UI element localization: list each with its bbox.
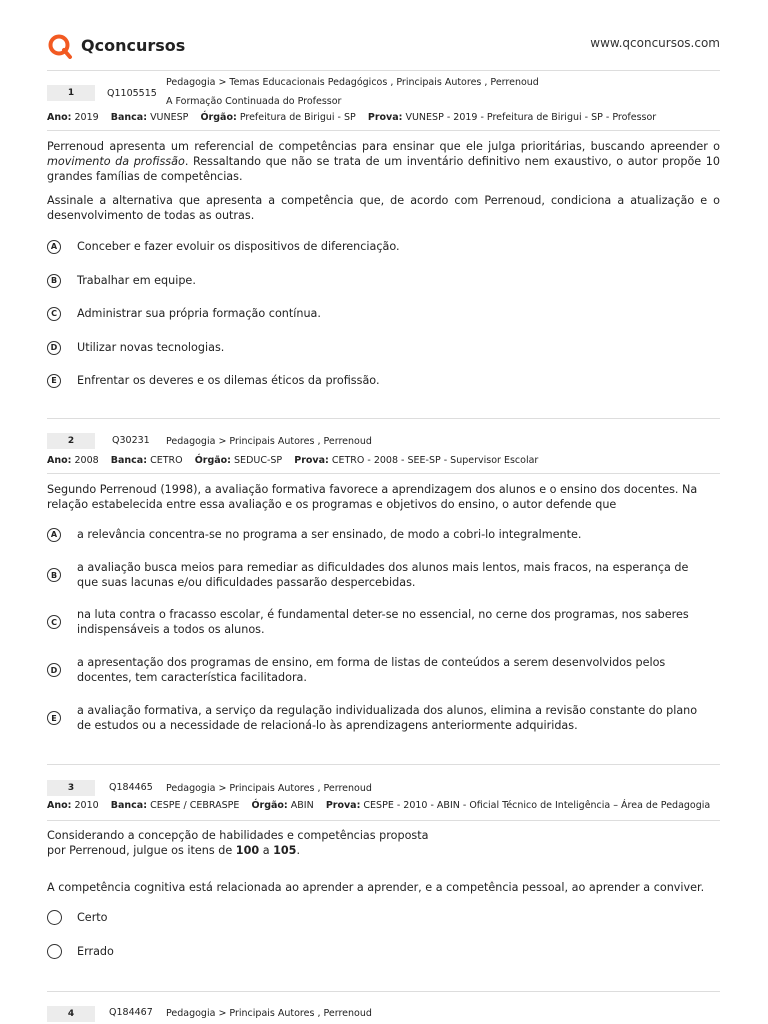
option-letter-d[interactable]: D — [47, 341, 61, 355]
question-number: 1 — [47, 85, 95, 101]
option-text: na luta contra o fracasso escolar, é fundamental deter-se no essencial, no cerne dos programas, nos saberes indispensáveis a todos os alunos. — [77, 608, 689, 636]
question-number: 2 — [47, 433, 95, 449]
logo-text: Qconcursos — [81, 35, 186, 55]
question-subject-path: Pedagogia > Temas Educacionais Pedagógicos , Principais Autores , Perrenoud — [166, 77, 539, 88]
option-a[interactable] — [47, 527, 720, 542]
option-b[interactable] — [47, 560, 720, 590]
divider — [47, 764, 720, 765]
option-text: Errado — [77, 945, 114, 958]
question-number: 4 — [47, 1006, 95, 1022]
option-text: a apresentação dos programas de ensino, em forma de listas de conteúdos a serem desenvolvidos pelos docentes, tem característica facilitadora. — [77, 656, 666, 684]
option-letter-e[interactable]: E — [47, 711, 61, 725]
question-statement: Perrenoud apresenta um referencial de competências para ensinar que ele julga prioritárias, buscando apreender o movimento da profissão. Ressaltando que não se trata de um inventário definitivo nem exaustivo, o autor propõe 10 grandes famílias de competências. — [47, 140, 720, 183]
question-subject-path: Pedagogia > Principais Autores , Perrenoud — [166, 1008, 372, 1019]
question-id[interactable]: Q30231 — [112, 435, 150, 446]
option-text: Trabalhar em equipe. — [77, 274, 196, 287]
question-subject-path: Pedagogia > Principais Autores , Perrenoud — [166, 436, 372, 447]
logo[interactable] — [47, 31, 185, 59]
option-letter-b[interactable]: B — [47, 568, 61, 582]
option-c[interactable] — [47, 306, 720, 321]
question-id[interactable]: Q184465 — [109, 782, 153, 793]
option-letter-a[interactable]: A — [47, 528, 61, 542]
qconcursos-logo-icon — [47, 33, 71, 57]
question-subject-path: Pedagogia > Principais Autores , Perrenoud — [166, 783, 372, 794]
option-letter-c[interactable]: C — [47, 307, 61, 321]
option-d[interactable] — [47, 340, 720, 355]
option-letter-c[interactable]: C — [47, 615, 61, 629]
question-statement: A competência cognitiva está relacionada ao aprender a aprender, e a competência pessoal, ao aprender a conviver. — [47, 881, 705, 894]
option-text: a relevância concentra-se no programa a ser ensinado, de modo a cobri-lo integralmente. — [77, 528, 582, 541]
divider — [47, 473, 720, 474]
option-text: Certo — [77, 911, 108, 924]
option-radio[interactable] — [47, 910, 62, 925]
option-text: Utilizar novas tecnologias. — [77, 341, 225, 354]
question-intro: Considerando a concepção de habilidades e competências proposta por Perrenoud, julgue os itens de 100 a 105. — [47, 829, 429, 857]
option-errado[interactable] — [47, 944, 720, 959]
question-number: 3 — [47, 780, 95, 796]
question-prompt: Assinale a alternativa que apresenta a competência que, de acordo com Perrenoud, condiciona a atualização e o desenvolvimento de todas as outras. — [47, 194, 720, 222]
option-certo[interactable] — [47, 910, 720, 925]
option-text: a avaliação busca meios para remediar as dificuldades dos alunos mais lentos, mais fracos, na esperança de que suas lacunas e/ou dificuldades passarão despercebidas. — [77, 561, 689, 589]
option-letter-e[interactable]: E — [47, 374, 61, 388]
option-text: Administrar sua própria formação contínua. — [77, 307, 321, 320]
option-e[interactable] — [47, 703, 720, 733]
divider — [47, 820, 720, 821]
option-letter-a[interactable]: A — [47, 240, 61, 254]
question-meta: Ano: 2019 Banca: VUNESP Órgão: Prefeitura de Birigui - SP Prova: VUNESP - 2019 - Prefeitura de Birigui - SP - Professor — [47, 112, 657, 123]
question-meta: Ano: 2010 Banca: CESPE / CEBRASPE Órgão: ABIN Prova: CESPE - 2010 - ABIN - Oficial Técnico de Inteligência – Área de Pedagogia — [47, 800, 711, 811]
option-c[interactable] — [47, 607, 720, 637]
site-url[interactable]: www.qconcursos.com — [590, 36, 720, 50]
question-statement: Segundo Perrenoud (1998), a avaliação formativa favorece a aprendizagem dos alunos e o ensino dos docentes. Na relação estabelecida entre essa avaliação e os programas e objetivos do ensino, o autor defende que — [47, 483, 698, 511]
option-text: Conceber e fazer evoluir os dispositivos de diferenciação. — [77, 240, 400, 253]
question-id[interactable]: Q184467 — [109, 1007, 153, 1018]
question-subject-path-2: A Formação Continuada do Professor — [166, 96, 342, 107]
question-meta: Ano: 2008 Banca: CETRO Órgão: SEDUC-SP Prova: CETRO - 2008 - SEE-SP - Supervisor Escolar — [47, 455, 539, 466]
option-text: Enfrentar os deveres e os dilemas éticos da profissão. — [77, 374, 380, 387]
option-text: a avaliação formativa, a serviço da regulação individualizada dos alunos, elimina a revisão constante do plano de estudos ou a necessidade de relacioná-lo às aprendizagens anteriormente adquiridas. — [77, 704, 698, 732]
option-e[interactable] — [47, 373, 720, 388]
option-b[interactable] — [47, 273, 720, 288]
option-d[interactable] — [47, 655, 720, 685]
divider — [47, 130, 720, 131]
divider — [47, 418, 720, 419]
option-letter-b[interactable]: B — [47, 274, 61, 288]
divider — [47, 991, 720, 992]
option-a[interactable] — [47, 239, 720, 254]
divider — [47, 70, 720, 71]
option-radio[interactable] — [47, 944, 62, 959]
option-letter-d[interactable]: D — [47, 663, 61, 677]
question-id[interactable]: Q1105515 — [107, 88, 157, 99]
